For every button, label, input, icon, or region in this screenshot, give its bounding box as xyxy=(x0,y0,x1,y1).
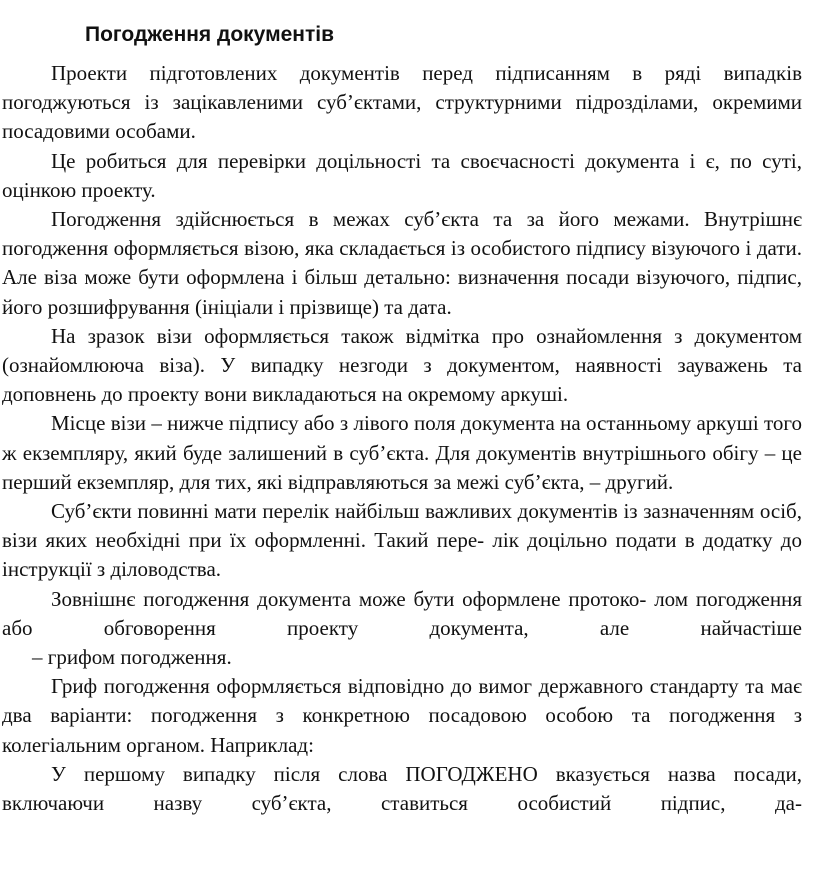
paragraph-7-continuation: – грифом погодження. xyxy=(32,645,232,670)
paragraph-4: На зразок візи оформляється також відмітка про ознайомлення з документом (ознайомлююча віза). У випадку незгоди з документом, наявності зауважень та доповнень до проекту вони викладаються на окремому аркуші. xyxy=(2,323,802,407)
paragraph-1: Проекти підготовлених документів перед підписанням в ряді випадків погоджуються із зацікавленими суб’єктами, структурними підрозділами, окремими посадовими особами. xyxy=(2,61,802,144)
document-heading: Погодження документів xyxy=(85,23,335,46)
document-body xyxy=(2,59,802,818)
paragraph-9: У першому випадку після слова ПОГОДЖЕНО вказується назва посади, включаючи назву суб’єкта, ставиться особистий підпис, да- xyxy=(2,761,802,816)
paragraph-5: Місце візи – нижче підпису або з лівого поля документа на останньому аркуші того ж екземпляру, який буде залишений в суб’єкта. Для документів внутрішнього обігу – це перший екземпляр, для тих, які відправляються за межі суб’єкта, – другий. xyxy=(2,411,802,494)
paragraph-6: Суб’єкти повинні мати перелік найбільш важливих документів із зазначенням осіб, візи яких необхідні при їх оформленні. Такий пере- лік доцільно подати в додатку до інструкції з діловодства. xyxy=(2,499,802,582)
paragraph-7: Зовнішнє погодження документа може бути оформлене протоко- лом погодження або обговорення проекту документа, але найчастіше xyxy=(2,586,802,640)
paragraph-3: Погодження здійснюється в межах суб’єкта та за його межами. Внутрішнє погодження оформляється візою, яка складається із особистого підпису візуючого і дати. Але віза може бути оформлена і більш детально: визначення посади візуючого, підпис, його розшифрування (ініціали і прізвище) та дата. xyxy=(2,207,802,319)
paragraph-2: Це робиться для перевірки доцільності та своєчасності документа і є, по суті, оцінкою проекту. xyxy=(2,148,802,202)
paragraph-8: Гриф погодження оформляється відповідно до вимог державного стандарту та має два варіанти: погодження з конкретною посадовою особою та погодження з колегіальним органом. Наприклад: xyxy=(2,674,802,757)
